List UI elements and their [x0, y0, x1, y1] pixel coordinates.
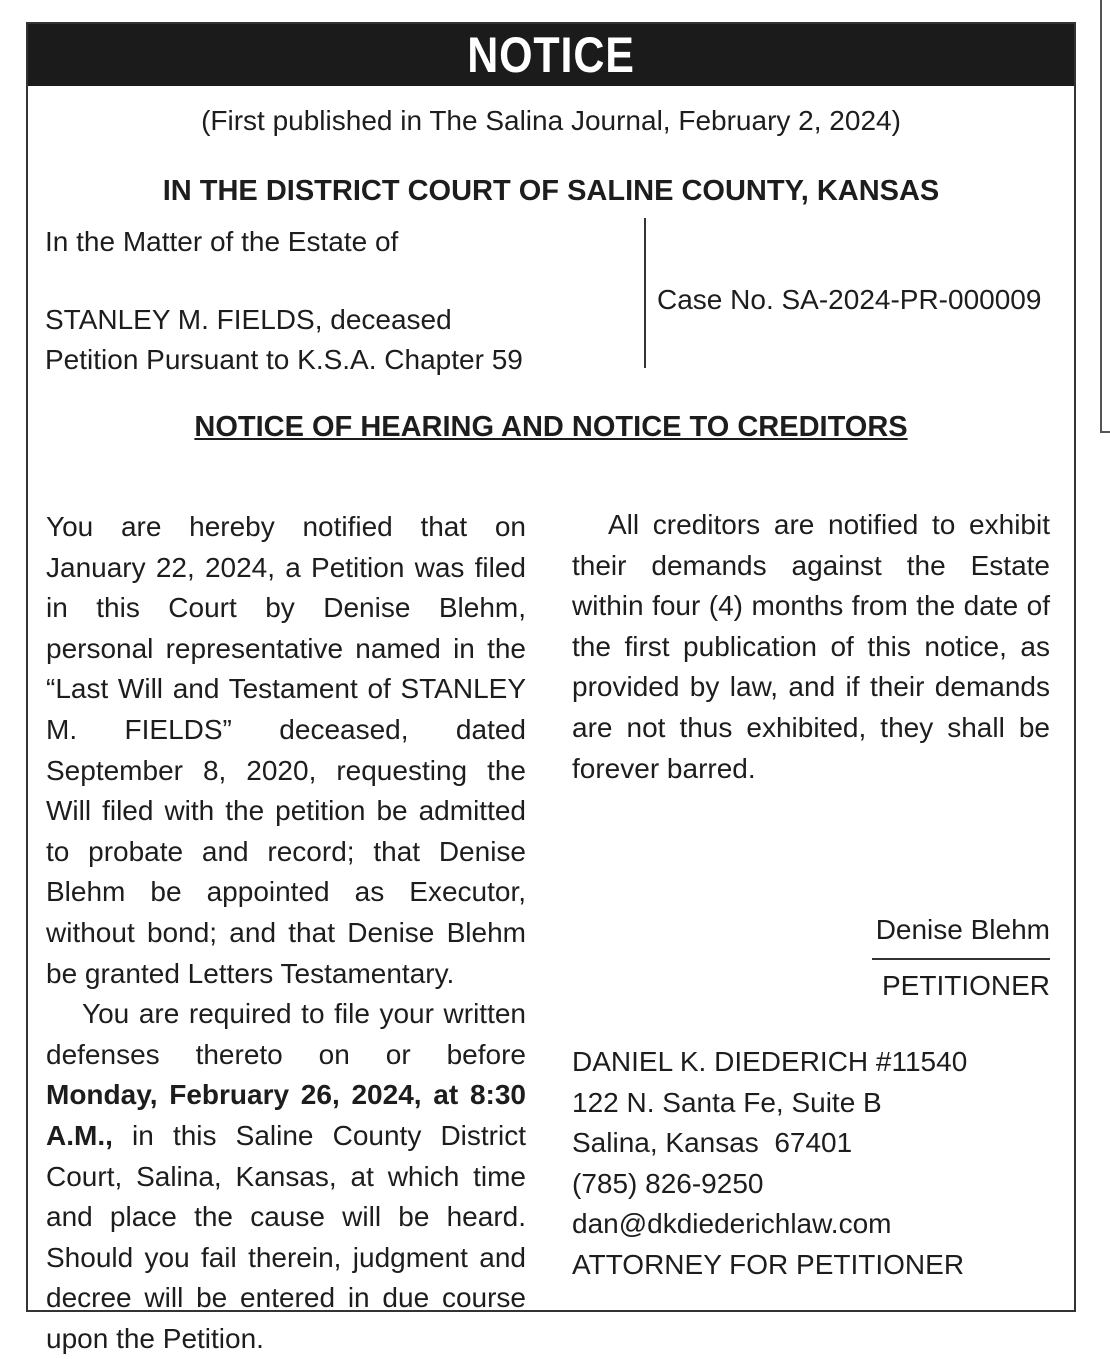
attorney-role: ATTORNEY FOR PETITIONER: [572, 1248, 965, 1280]
attorney-phone: (785) 826-9250: [572, 1167, 764, 1199]
signature-block: [572, 910, 1050, 1006]
signature-title: PETITIONER: [881, 970, 1050, 1001]
caption-divider: [644, 218, 646, 368]
right-column: [572, 505, 1050, 789]
case-number: Case No. SA-2024-PR-000009: [657, 284, 1042, 316]
banner-title: NOTICE: [101, 24, 1001, 86]
para2-end: in this Saline County District Court, Salina, Kansas, at which time and place the cause will be heard. Should you fail therein, judgment and decree will be entered in due course upon the Petition.: [46, 1119, 527, 1354]
body-paragraph-1: You are hereby notified that on January 22, 2024, a Petition was filed in this Court by Denise Blehm, personal representative named in the “Last Will and Testament of STANLEY M. FIELDS” deceased, dated September 8, 2020, requesting the Will filed with the petition be admitted to probate and record; that Denise Blehm be appointed as Executor, without bond; and that Denise Blehm be granted Letters Testamentary.: [46, 511, 526, 989]
decedent-line: STANLEY M. FIELDS, deceased: [45, 304, 452, 336]
matter-line: In the Matter of the Estate of: [45, 226, 399, 258]
signature-line: [872, 958, 1050, 960]
attorney-city: Salina, Kansas 67401: [572, 1127, 853, 1159]
page-edge-tick: [1100, 431, 1110, 433]
attorney-street: 122 N. Santa Fe, Suite B: [572, 1086, 882, 1118]
body-paragraph-3: All creditors are notified to exhibit their demands against the Estate within four (4) months from the date of the first publication of this notice, as provided by law, and if their demands are not thus exhibited, they shall be forever barred.: [572, 509, 1050, 784]
body-paragraph-2: [46, 994, 526, 1359]
court-title: IN THE DISTRICT COURT OF SALINE COUNTY, KANSAS: [162, 174, 940, 207]
para2-start: You are required to file your written defenses thereto on or before: [46, 998, 526, 1070]
petition-line: Petition Pursuant to K.S.A. Chapter 59: [45, 344, 523, 376]
hearing-date: Monday, February 26, 2024, at 8:30 A.M.,: [46, 1079, 526, 1151]
page-edge-line: [1100, 0, 1102, 432]
signature-name: Denise Blehm: [875, 914, 1050, 945]
section-heading: NOTICE OF HEARING AND NOTICE TO CREDITORS: [194, 411, 908, 444]
left-column: [46, 507, 526, 1359]
notice-banner: [28, 24, 1074, 86]
attorney-name: DANIEL K. DIEDERICH #11540: [572, 1046, 968, 1077]
publication-line: (First published in The Salina Journal, February 2, 2024): [201, 105, 901, 136]
case-caption: [28, 222, 1074, 382]
attorney-block: [572, 1042, 967, 1286]
attorney-email: dan@dkdiederichlaw.com: [572, 1208, 892, 1240]
